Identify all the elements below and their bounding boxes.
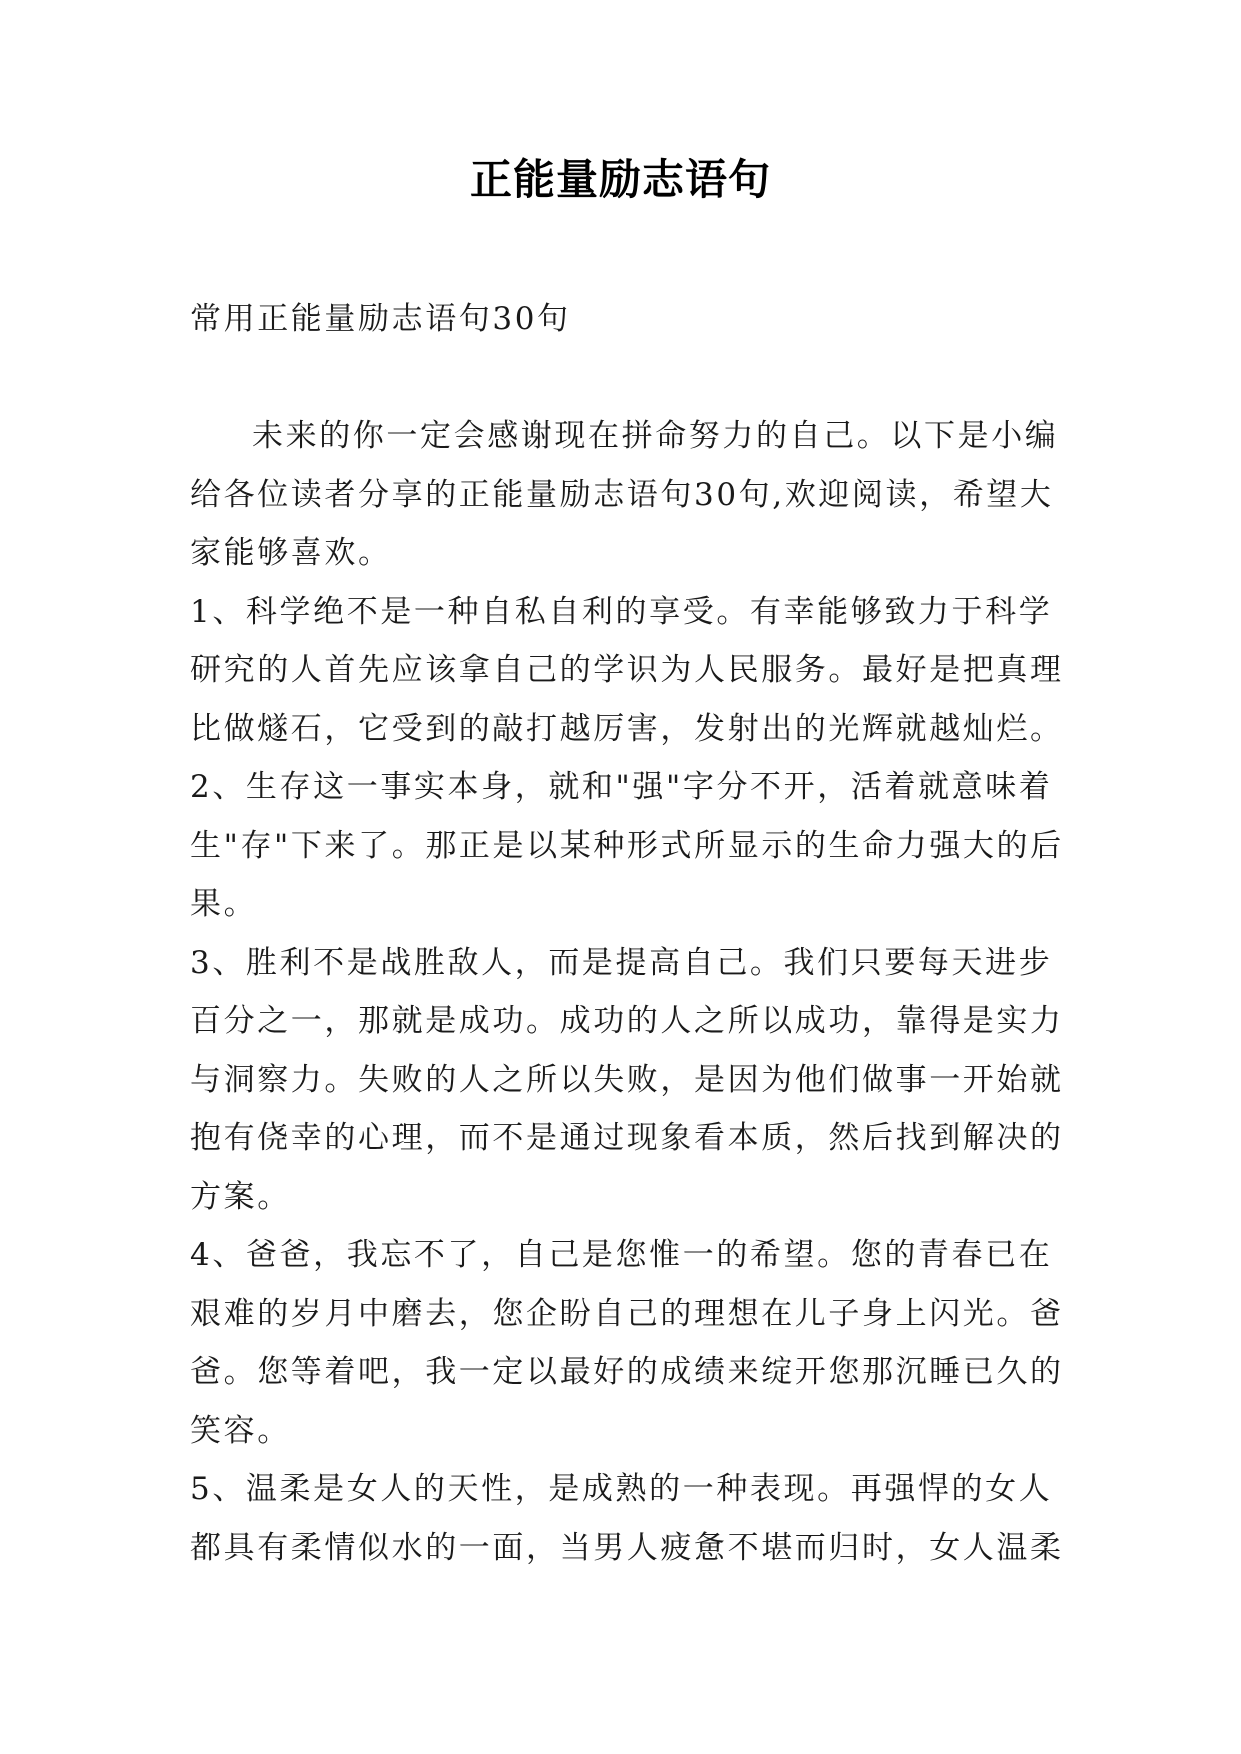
document-subtitle: 常用正能量励志语句30句 — [190, 301, 571, 337]
quote-item: 5、温柔是女人的天性，是成熟的一种表现。再强悍的女人都具有柔情似水的一面，当男人疲惫不堪而归时，女人温柔 — [190, 1471, 1064, 1566]
quote-item: 4、爸爸，我忘不了，自己是您惟一的希望。您的青春已在艰难的岁月中磨去，您企盼自己的理想在儿子身上闪光。爸爸。您等着吧，我一定以最好的成绩来绽开您那沉睡已久的笑容。 — [190, 1237, 1064, 1449]
document-title: 正能量励志语句 — [469, 155, 771, 204]
quote-item: 3、胜利不是战胜敌人，而是提高自己。我们只要每天进步百分之一，那就是成功。成功的人之所以成功，靠得是实力与洞察力。失败的人之所以失败，是因为他们做事一开始就抱有侥幸的心理，而不是通过现象看本质，然后找到解决的方案。 — [190, 944, 1064, 1215]
quote-item: 2、生存这一事实本身，就和"强"字分不开，活着就意味着生"存"下来了。那正是以某种形式所显示的生命力强大的后果。 — [190, 769, 1064, 922]
intro-paragraph: 未来的你一定会感谢现在拼命努力的自己。以下是小编给各位读者分享的正能量励志语句30句,欢迎阅读，希望大家能够喜欢。 — [190, 418, 1059, 571]
quote-item: 1、科学绝不是一种自私自利的享受。有幸能够致力于科学研究的人首先应该拿自己的学识为人民服务。最好是把真理比做燧石，它受到的敲打越厉害，发射出的光辉就越灿烂。 — [190, 593, 1064, 747]
document-body — [190, 290, 1070, 1577]
